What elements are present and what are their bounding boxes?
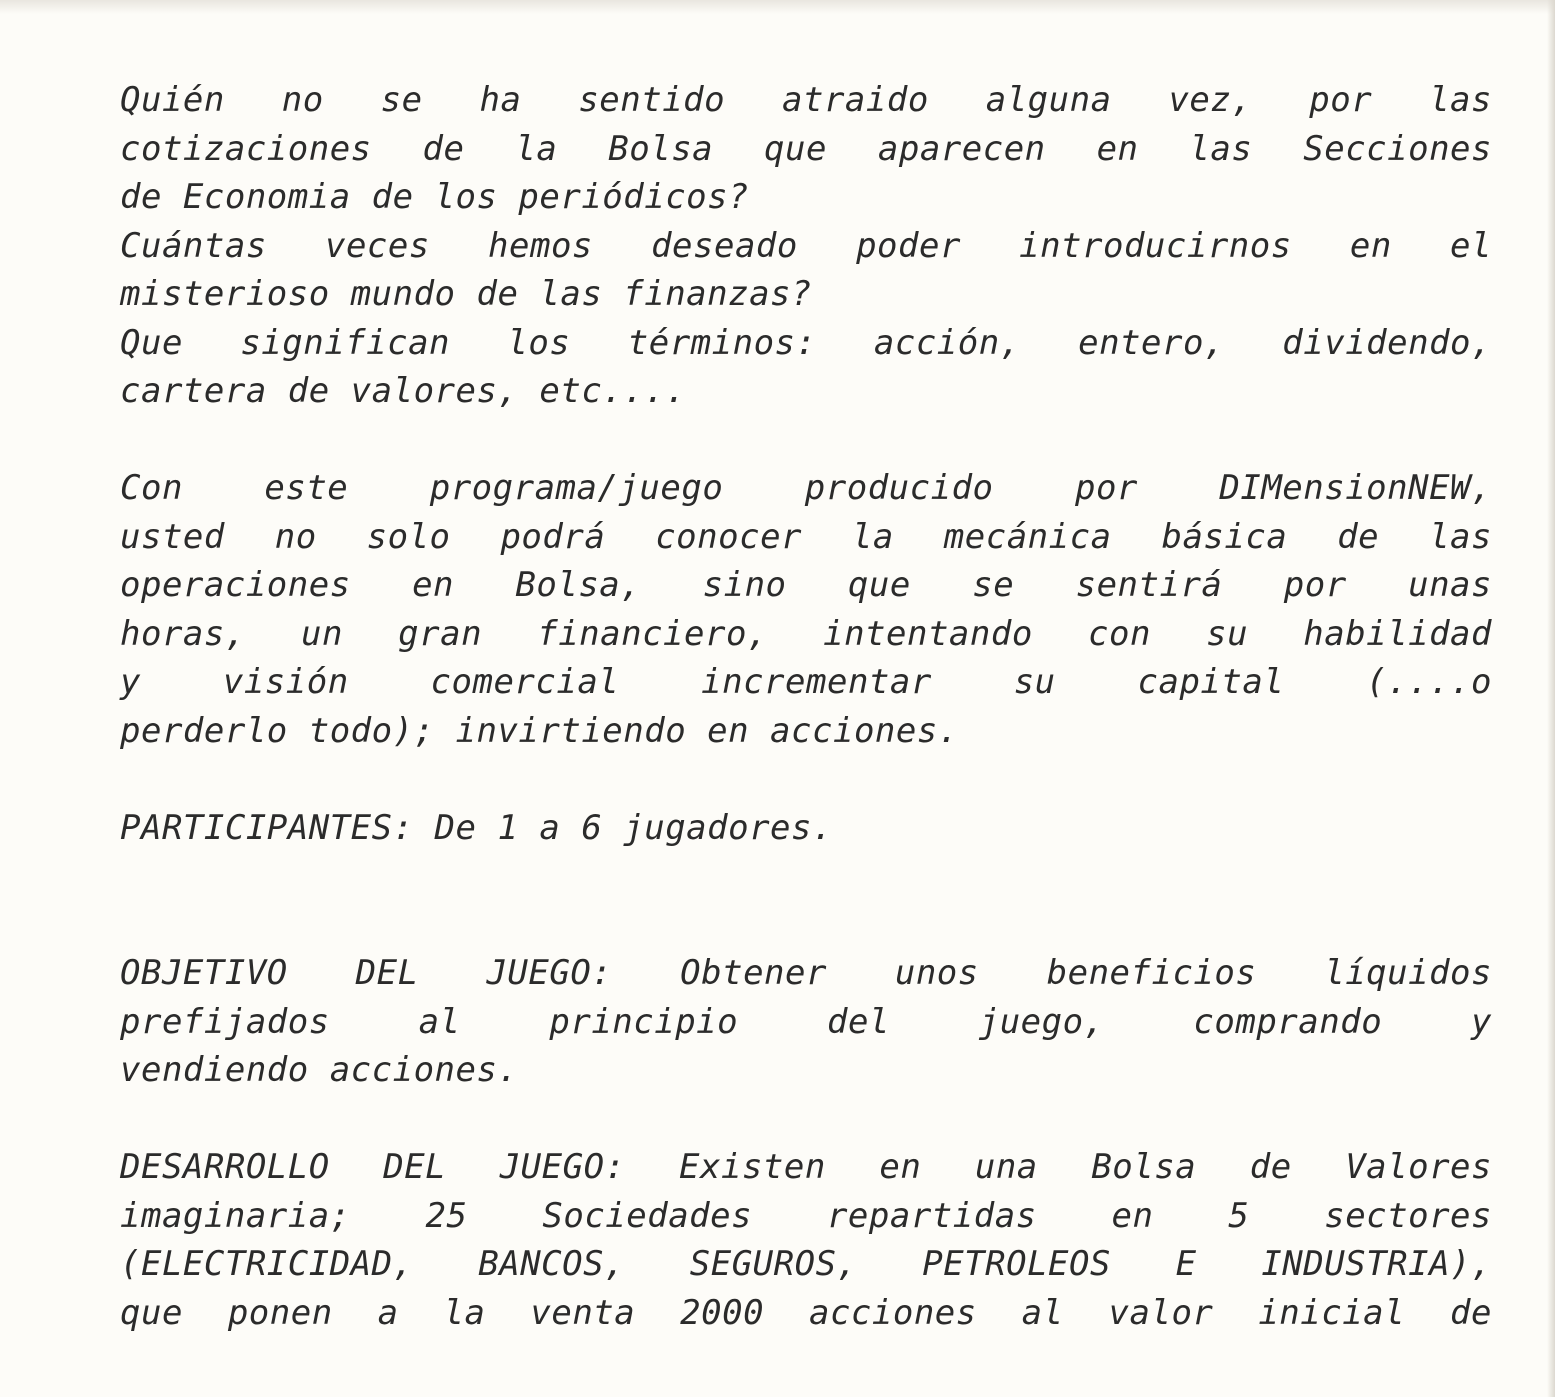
text-line: OBJETIVO DEL JUEGO: Obtener unos beneficios líquidos [120,953,1492,993]
document-body [120,76,1492,1337]
text-line: que ponen a la venta 2000 acciones al valor inicial de [120,1292,1492,1333]
text-line: Quién no se ha sentido atraido alguna vez, por las [120,80,1492,120]
text-line: operaciones en Bolsa, sino que se sentirá por unas [120,565,1492,605]
text-line: Con este programa/juego producido por DIMensionNEW, [120,468,1492,508]
text-line: PARTICIPANTES: De 1 a 6 jugadores. [120,807,833,848]
paragraph-spacer [120,852,1492,949]
development-paragraph [120,1143,1492,1337]
text-line: prefijados al principio del juego, comprando y [120,1001,1492,1042]
text-line: misterioso mundo de las finanzas? [120,274,813,314]
intro-paragraph [120,76,1492,416]
scan-shadow-top [0,0,1555,14]
program-description-paragraph [120,464,1492,755]
text-line: Cuántas veces hemos deseado poder introducirnos en el [120,225,1492,266]
text-line: cartera de valores, etc.... [120,371,687,411]
text-line: vendiendo acciones. [120,1050,519,1090]
text-line: usted no solo podrá conocer la mecánica básica de las [120,516,1492,557]
text-line: cotizaciones de la Bolsa que aparecen en las Secciones [120,128,1492,169]
text-line: perderlo todo); invirtiendo en acciones. [120,710,959,751]
participants-paragraph [120,804,1492,853]
text-line: y visión comercial incrementar su capital (....o [120,662,1492,702]
paragraph-spacer [120,1095,1492,1144]
text-line: Que significan los términos: acción, entero, dividendo, [120,322,1492,363]
text-line: DESARROLLO DEL JUEGO: Existen en una Bolsa de Valores [120,1147,1492,1187]
text-line: de Economia de los periódicos? [120,177,750,217]
text-line: horas, un gran financiero, intentando con su habilidad [120,613,1492,654]
paragraph-spacer [120,755,1492,804]
scan-shadow-right [1547,0,1555,1397]
text-line: (ELECTRICIDAD, BANCOS, SEGUROS, PETROLEOS E INDUSTRIA), [120,1244,1492,1284]
text-line: imaginaria; 25 Sociedades repartidas en 5 sectores [120,1195,1492,1236]
paragraph-spacer [120,416,1492,465]
objective-paragraph [120,949,1492,1095]
